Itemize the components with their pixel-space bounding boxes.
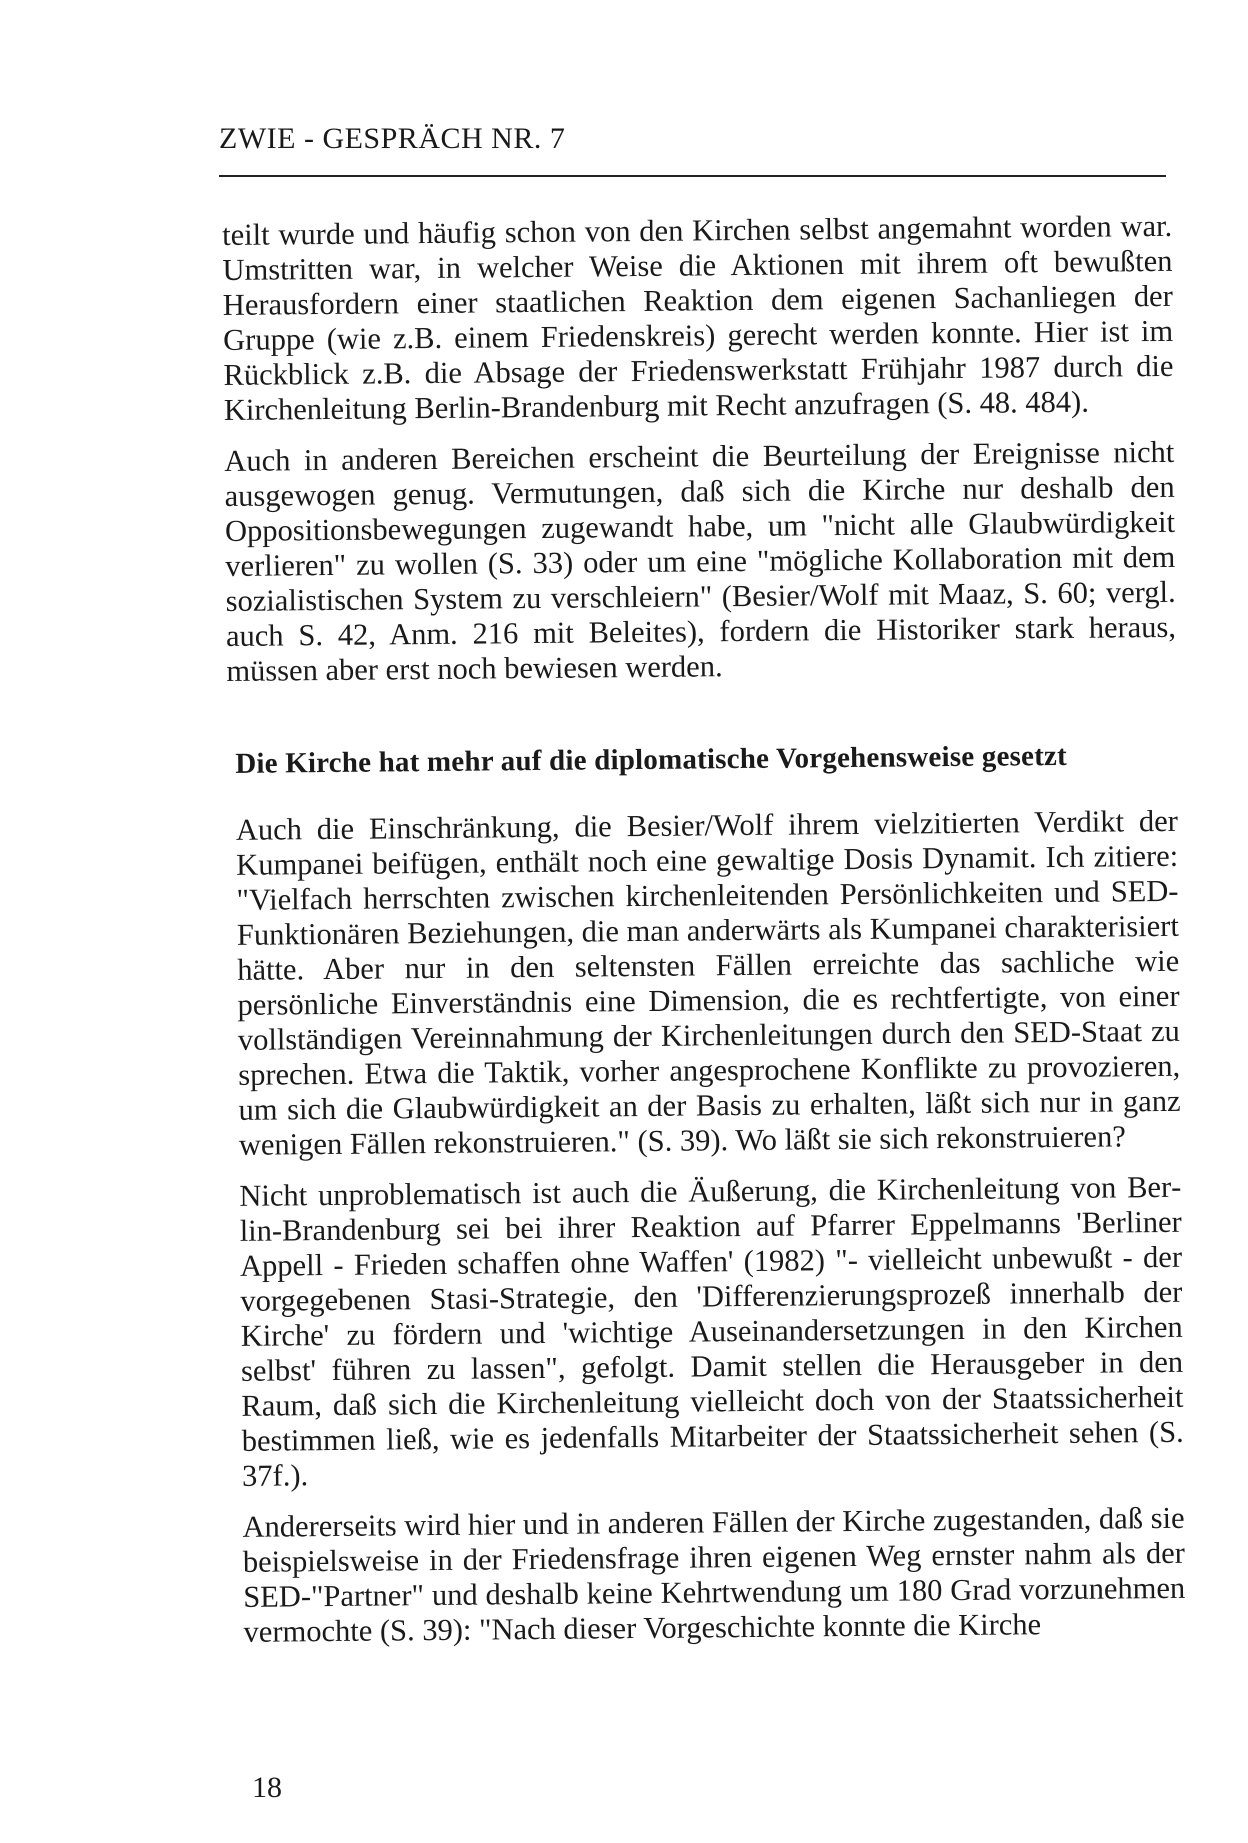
paragraph-1: teilt wurde und häufig schon von den Kirchen selbst angemahnt worden war. Umstritten war, in welcher Weise die Aktionen mit ihrem oft bewußten Herausfordern einer staatlichen Reaktion dem eigenen Sachanliegen der Gruppe (wie z.B. einem Friedenskreis) gerecht werden konnte. Hier ist im Rückblick z.B. die Absage der Friedenswerkstatt Frühjahr 1987 durch die Kirchenleitung Berlin-Brandenburg mit Recht anzufragen (S. 48. 484). <box>222 208 1174 427</box>
body-text <box>222 209 1186 1666</box>
paragraph-5: Andererseits wird hier und in anderen Fällen der Kirche zugestanden, daß sie beispielsweise in der Friedensfrage ihren eigenen Weg ernster nahm als der SED-"Partner" und deshalb keine Kehrtwendung um 180 Grad vorzunehmen vermochte (S. 39): "Nach dieser Vorgeschichte konnte die Kirche <box>242 1500 1186 1649</box>
page-number: 18 <box>252 1771 282 1804</box>
section-2 <box>227 737 1186 1650</box>
running-header-title: ZWIE - GESPRÄCH NR. 7 <box>219 122 566 155</box>
paragraph-4: Nicht unproblematisch ist auch die Äußerung, die Kirchenleitung von Berlin-Brandenburg sei bei ihrer Reaktion auf Pfarrer Eppelmanns 'Berliner Appell - Frieden schaffen ohne Waffen' (1982) "- vielleicht unbewußt - der vorgegebenen Stasi-Strategie, den 'Differenzierungsprozeß innerhalb der Kirche' zu fördern und 'wichtige Auseinandersetzungen in den Kirchen selbst' führen zu lassen", gefolgt. Damit stellen die Herausgeber in den Raum, daß sich die Kirchenleitung vielleicht doch von der Staatssicherheit bestimmen ließ, wie es jedenfalls Mitarbeiter der Staatssicherheit sehen (S. 37f.). <box>239 1169 1184 1493</box>
section-heading: Die Kirche hat mehr auf die diplomatische Vorgehensweise gesetzt <box>235 739 1068 780</box>
paragraph-2: Auch in anderen Bereichen erscheint die Beurteilung der Ereignisse nicht ausgewogen genug. Vermutungen, daß sich die Kirche nur deshalb den Oppositionsbewegungen zugewandt habe, um "nicht alle Glaubwürdigkeit verlieren" zu wollen (S. 33) oder um eine "mögliche Kollaboration mit dem sozialistischen System zu verschleiern" (Besier/Wolf mit Maaz, S. 60; vergl. auch S. 42, Anm. 216 mit Beleites), fordern die Historiker stark heraus, müssen aber erst noch bewiesen werden. <box>224 434 1177 688</box>
paragraph-3: Auch die Einschränkung, die Besier/Wolf ihrem vielzitierten Verdikt der Kumpanei beifügen, enthält noch eine gewaltige Dosis Dynamit. Ich zitiere: "Vielfach herrschten zwischen kirchenleitenden Persönlichkeiten und SED-Funktionären Beziehungen, die man anderwärts als Kumpanei charakterisiert hätte. Aber nur in den seltensten Fällen erreichte das sachliche wie persönliche Einverständnis eine Dimension, die es rechtfertigte, von einer vollständigen Vereinnahmung der Kirchenleitungen durch den SED-Staat zu sprechen. Etwa die Taktik, vorher angesprochene Konflikte zu provozieren, um sich die Glaubwürdigkeit an der Basis zu erhalten, läßt sich nur in ganz wenigen Fällen rekonstruieren." (S. 39). Wo läßt sie sich rekonstruieren? <box>235 803 1181 1162</box>
header-rule <box>219 175 1166 177</box>
